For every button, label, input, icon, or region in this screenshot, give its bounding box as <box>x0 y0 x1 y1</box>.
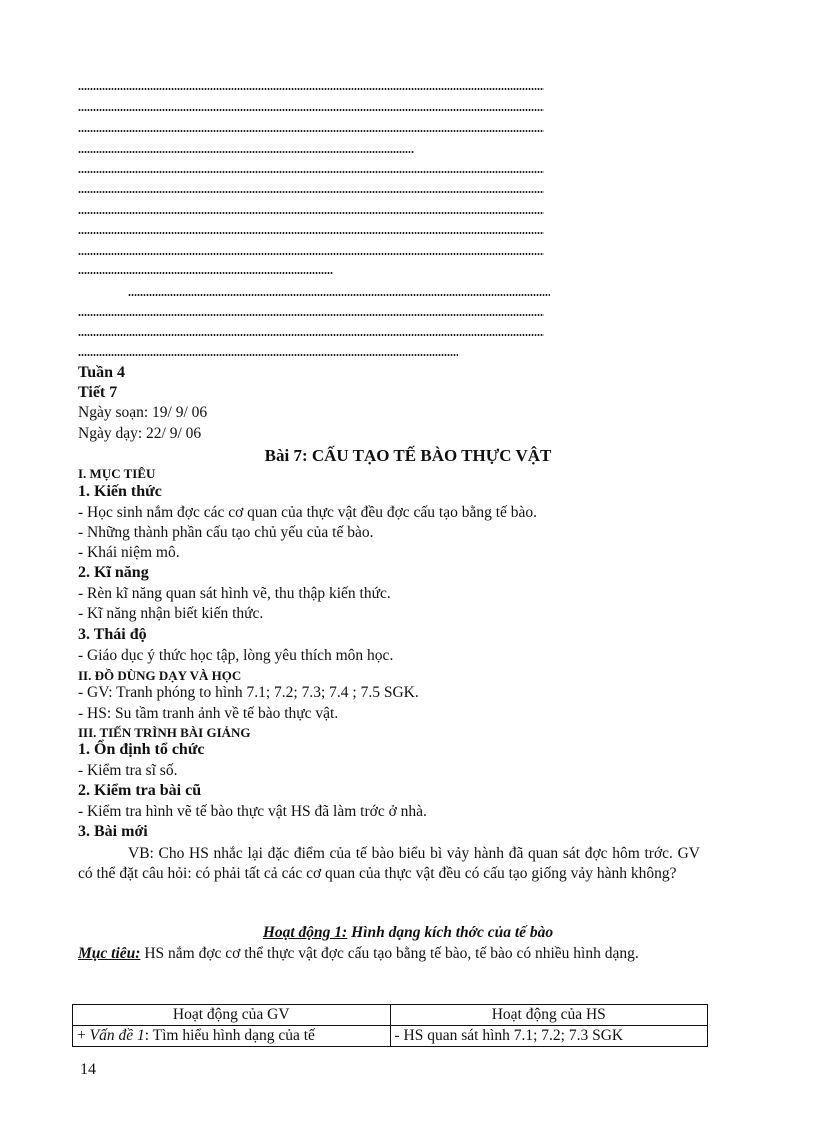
cell-gv-text: : Tìm hiểu hình dạng của tế <box>144 1027 315 1044</box>
heading-organize: 1. Ổn định tổ chức <box>78 741 205 758</box>
header-gv: Hoạt động của GV <box>73 1005 391 1026</box>
heading-knowledge: 1. Kiến thức <box>78 483 162 500</box>
teach-date: Ngày dạy: 22/ 9/ 06 <box>78 425 202 442</box>
heading-attitude: 3. Thái độ <box>78 626 147 643</box>
dotted-line <box>78 232 544 234</box>
review-item: - Kiểm tra hình vẽ tế bào thực vật HS đã làm trớc ở nhà. <box>78 803 427 820</box>
dotted-line <box>78 253 544 255</box>
header-hs: Hoạt động của HS <box>390 1005 708 1026</box>
heading-new-lesson: 3. Bài mới <box>78 823 148 840</box>
dotted-line <box>128 294 550 296</box>
period-label: Tiết 7 <box>78 384 118 401</box>
lesson-number: Bài 7: <box>264 446 308 465</box>
knowledge-item: - Khái niệm mô. <box>78 544 180 561</box>
table-row <box>73 1026 708 1047</box>
dotted-line <box>78 191 544 193</box>
page-number: 14 <box>80 1061 96 1078</box>
cell-hs: - HS quan sát hình 7.1; 7.2; 7.3 SGK <box>390 1026 708 1047</box>
week-label: Tuần 4 <box>78 364 125 381</box>
dotted-line <box>78 88 544 90</box>
lesson-name: CẤU TẠO TẾ BÀO THỰC VẬT <box>311 446 552 465</box>
heading-skills: 2. Kĩ năng <box>78 564 149 581</box>
cell-gv-prefix: + <box>77 1027 90 1044</box>
activity-table <box>72 1004 708 1047</box>
knowledge-item: - Học sinh nắm đợc các cơ quan của thực vật đều đợc cấu tạo bằng tế bào. <box>78 504 538 521</box>
dotted-line <box>78 314 544 316</box>
activity-label: Hoạt động 1: <box>262 924 348 941</box>
goal-text: HS nắm đợc cơ thể thực vật đợc cấu tạo bằng tế bào, tế bào có nhiều hình dạng. <box>140 945 639 962</box>
cell-gv <box>73 1026 391 1047</box>
dotted-line <box>78 354 458 356</box>
dotted-line <box>78 151 414 153</box>
dotted-line <box>78 109 544 111</box>
activity-title <box>0 924 816 942</box>
knowledge-item: - Những thành phần cấu tạo chủ yếu của tế bào. <box>78 524 374 541</box>
section-process: III. TIẾN TRÌNH BÀI GIẢNG <box>78 725 251 740</box>
skills-item: - Rèn kĩ năng quan sát hình vẽ, thu thập kiến thức. <box>78 585 391 602</box>
skills-item: - Kĩ năng nhận biết kiến thức. <box>78 605 264 622</box>
goal-label: Mục tiêu: <box>78 945 141 962</box>
table-header-row <box>73 1005 708 1026</box>
heading-review: 2. Kiểm tra bài cũ <box>78 782 202 799</box>
dotted-line <box>78 334 544 336</box>
cell-gv-italic: Vấn đề 1 <box>89 1027 145 1044</box>
materials-item: - GV: Tranh phóng to hình 7.1; 7.2; 7.3; 7.4 ; 7.5 SGK. <box>78 684 419 701</box>
dotted-line <box>78 272 333 274</box>
section-objectives: I. MỤC TIÊU <box>78 466 156 481</box>
dotted-line <box>78 212 544 214</box>
dotted-line <box>78 130 544 132</box>
prep-date: Ngày soạn: 19/ 9/ 06 <box>78 404 208 421</box>
section-materials: II. ĐỒ DÙNG DẠY VÀ HỌC <box>78 668 242 683</box>
activity-goal <box>78 944 700 964</box>
lesson-title <box>0 445 816 467</box>
materials-item: - HS: Su tầm tranh ảnh về tế bào thực vật. <box>78 705 339 722</box>
organize-item: - Kiểm tra sĩ số. <box>78 762 178 779</box>
attitude-item: - Giáo dục ý thức học tập, lòng yêu thích môn học. <box>78 647 394 664</box>
dotted-line <box>78 171 544 173</box>
activity-name: Hình dạng kích thớc của tế bào <box>347 924 554 941</box>
intro-paragraph: VB: Cho HS nhắc lại đặc điểm của tế bào biểu bì vảy hành đã quan sát đợc hôm trớc. GV có thể đặt câu hỏi: có phải tất cả các cơ quan của thực vật đều có cấu tạo giống vảy hành không? <box>78 845 700 882</box>
